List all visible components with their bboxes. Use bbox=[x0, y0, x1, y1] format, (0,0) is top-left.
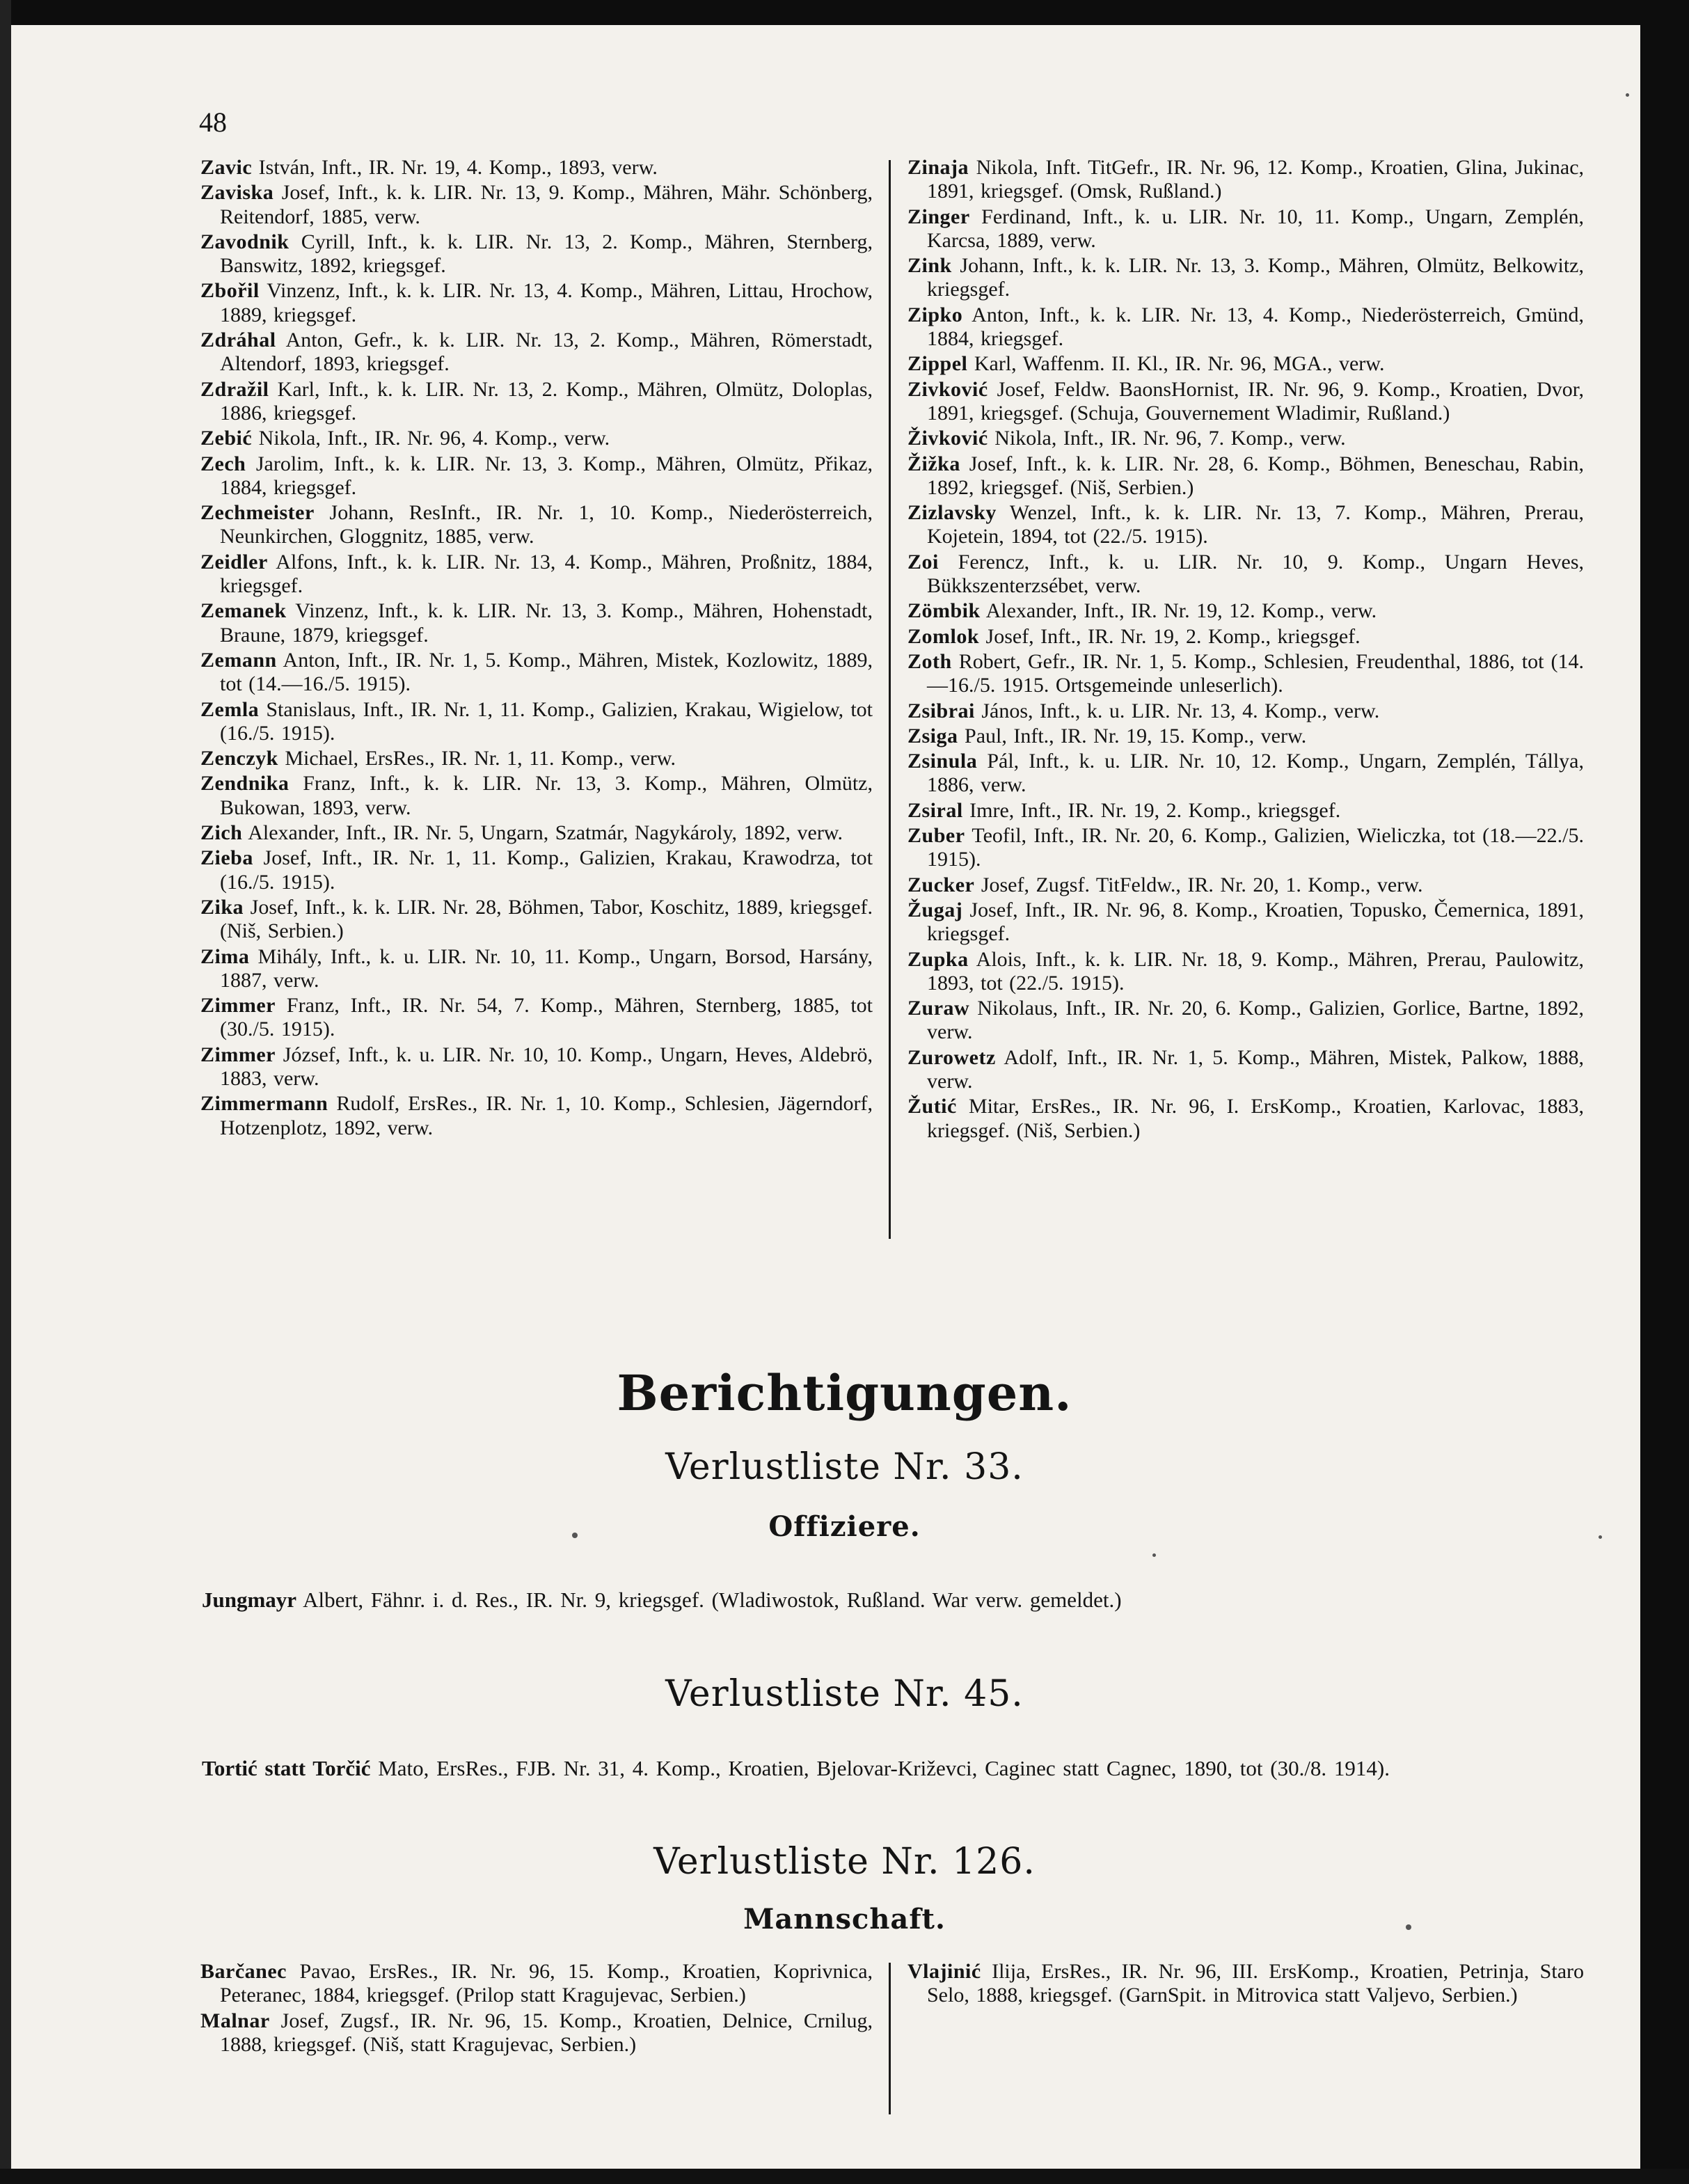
list-item: Zipko Anton, Inft., k. k. LIR. Nr. 13, 4. Komp., Niederösterreich, Gmünd, 1884, kriegsgef. bbox=[907, 303, 1584, 351]
list-item: Zimmer József, Inft., k. u. LIR. Nr. 10, 10. Komp., Ungarn, Heves, Aldebrö, 1883, verw. bbox=[200, 1043, 873, 1090]
column-divider bbox=[889, 160, 891, 1239]
list-item: Malnar Josef, Zugsf., IR. Nr. 96, 15. Komp., Kroatien, Delnice, Crnilug, 1888, kriegsgef. (Niš, statt Kragujevac, Serbien.) bbox=[200, 2009, 873, 2056]
list-item: Zsiral Imre, Inft., IR. Nr. 19, 2. Komp., kriegsgef. bbox=[907, 798, 1341, 822]
list-item: Zimmer Franz, Inft., IR. Nr. 54, 7. Komp., Mähren, Sternberg, 1885, tot (30./5. 1915). bbox=[200, 994, 873, 1041]
section-heading-vl33: Verlustliste Nr. 33. bbox=[665, 1446, 1024, 1488]
list-item: Zinaja Nikola, Inft. TitGefr., IR. Nr. 96, 12. Komp., Kroatien, Glina, Jukinac, 1891, kriegsgef. (Omsk, Rußland.) bbox=[907, 156, 1585, 203]
list-item: Zieba Josef, Inft., IR. Nr. 1, 11. Komp., Galizien, Krakau, Krawodrza, tot (16./5. 1915). bbox=[200, 846, 873, 894]
list-item: Zuraw Nikolaus, Inft., IR. Nr. 20, 6. Komp., Galizien, Gorlice, Bartne, 1892, verw. bbox=[907, 997, 1584, 1044]
scan-border-bottom bbox=[0, 2169, 1689, 2184]
list-item: Zebić Nikola, Inft., IR. Nr. 96, 4. Komp., verw. bbox=[200, 427, 610, 450]
corrections-left-column bbox=[200, 1960, 873, 2058]
speck bbox=[1152, 1553, 1156, 1557]
list-item: Živković Nikola, Inft., IR. Nr. 96, 7. Komp., verw. bbox=[907, 427, 1346, 450]
list-item: Zink Johann, Inft., k. k. LIR. Nr. 13, 3. Komp., Mähren, Olmütz, Belkowitz, kriegsgef. bbox=[907, 254, 1584, 301]
list-item: Zika Josef, Inft., k. k. LIR. Nr. 28, Böhmen, Tabor, Koschitz, 1889, kriegsgef. (Niš, Serbien.) bbox=[200, 895, 873, 943]
list-item: Zdráhal Anton, Gefr., k. k. LIR. Nr. 13, 2. Komp., Mähren, Römerstadt, Altendorf, 1893, kriegsgef. bbox=[200, 329, 873, 376]
list-item: Zivković Josef, Feldw. BaonsHornist, IR. Nr. 96, 9. Komp., Kroatien, Dvor, 1891, kriegsgef. (Schuja, Gouvernement Wladimir, Rußland.) bbox=[907, 377, 1584, 425]
list-item: Zich Alexander, Inft., IR. Nr. 5, Ungarn, Szatmár, Nagykároly, 1892, verw. bbox=[200, 821, 843, 845]
section-heading-vl126: Verlustliste Nr. 126. bbox=[653, 1841, 1036, 1883]
speck bbox=[1406, 1924, 1411, 1930]
section-heading-vl45: Verlustliste Nr. 45. bbox=[665, 1673, 1024, 1715]
list-item: Zizlavsky Wenzel, Inft., k. k. LIR. Nr. 13, 7. Komp., Mähren, Prerau, Kojetein, 1894, tot (22./5. 1915). bbox=[907, 501, 1584, 548]
list-item: Zoi Ferencz, Inft., k. u. LIR. Nr. 10, 9. Komp., Ungarn Heves, Bükkszenterzsébet, verw. bbox=[907, 550, 1585, 598]
speck bbox=[1599, 1535, 1602, 1539]
right-column bbox=[907, 156, 1584, 1144]
list-item: Zsibrai János, Inft., k. u. LIR. Nr. 13, 4. Komp., verw. bbox=[907, 699, 1380, 722]
speck bbox=[1626, 93, 1629, 97]
list-item: Zendnika Franz, Inft., k. k. LIR. Nr. 13, 3. Komp., Mähren, Olmütz, Bukowan, 1893, verw. bbox=[200, 772, 873, 819]
list-item: Zomlok Josef, Inft., IR. Nr. 19, 2. Komp., kriegsgef. bbox=[907, 624, 1361, 648]
list-item: Zechmeister Johann, ResInft., IR. Nr. 1, 10. Komp., Niederösterreich, Neunkirchen, Gloggnitz, 1885, verw. bbox=[200, 501, 873, 548]
list-item: Vlajinić Ilija, ErsRes., IR. Nr. 96, III. ErsKomp., Kroatien, Petrinja, Staro Selo, 1888, kriegsgef. (GarnSpit. in Mitrovica statt Valjevo, Serbien.) bbox=[907, 1960, 1585, 2007]
list-item: Zömbik Alexander, Inft., IR. Nr. 19, 12. Komp., verw. bbox=[907, 599, 1377, 623]
list-item: Zavodnik Cyrill, Inft., k. k. LIR. Nr. 13, 2. Komp., Mähren, Sternberg, Banswitz, 1892, kriegsgef. bbox=[200, 230, 873, 278]
list-item: Zemla Stanislaus, Inft., IR. Nr. 1, 11. Komp., Galizien, Krakau, Wigielow, tot (16./5. 1915). bbox=[200, 697, 873, 745]
list-item: Jungmayr Albert, Fähnr. i. d. Res., IR. Nr. 9, kriegsgef. (Wladiwostok, Rußland. War verw. gemeldet.) bbox=[202, 1588, 1122, 1612]
list-item: Zaviska Josef, Inft., k. k. LIR. Nr. 13, 9. Komp., Mähren, Mähr. Schönberg, Reitendorf, 1885, verw. bbox=[200, 181, 873, 228]
page-number: 48 bbox=[199, 106, 227, 138]
list-item: Žižka Josef, Inft., k. k. LIR. Nr. 28, 6. Komp., Böhmen, Beneschau, Rabin, 1892, kriegsgef. (Niš, Serbien.) bbox=[907, 452, 1585, 499]
list-item: Žutić Mitar, ErsRes., IR. Nr. 96, I. ErsKomp., Kroatien, Karlovac, 1883, kriegsgef. (Niš, Serbien.) bbox=[907, 1095, 1585, 1142]
list-item: Zemann Anton, Inft., IR. Nr. 1, 5. Komp., Mähren, Mistek, Kozlowitz, 1889, tot (14.—16./5. 1915). bbox=[200, 648, 873, 696]
corrections-title: Berichtigungen. bbox=[617, 1364, 1072, 1422]
list-item: Zurowetz Adolf, Inft., IR. Nr. 1, 5. Komp., Mähren, Mistek, Palkow, 1888, verw. bbox=[907, 1045, 1584, 1093]
subheading-offiziere: Offiziere. bbox=[768, 1510, 921, 1543]
subheading-mannschaft: Mannschaft. bbox=[743, 1903, 946, 1936]
list-item: Zima Mihály, Inft., k. u. LIR. Nr. 10, 11. Komp., Ungarn, Borsod, Harsány, 1887, verw. bbox=[200, 944, 873, 992]
scan-border-top bbox=[0, 0, 1689, 25]
column-divider bbox=[889, 1963, 891, 2114]
list-item: Zuber Teofil, Inft., IR. Nr. 20, 6. Komp., Galizien, Wieliczka, tot (18.—22./5. 1915). bbox=[907, 824, 1584, 871]
list-item: Zemanek Vinzenz, Inft., k. k. LIR. Nr. 13, 3. Komp., Mähren, Hohenstadt, Braune, 1879, kriegsgef. bbox=[200, 599, 873, 647]
list-item: Zeidler Alfons, Inft., k. k. LIR. Nr. 13, 4. Komp., Mähren, Proßnitz, 1884, kriegsgef. bbox=[200, 550, 873, 598]
corrections-right-column bbox=[907, 1960, 1584, 2009]
list-item: Žugaj Josef, Inft., IR. Nr. 96, 8. Komp., Kroatien, Topusko, Čemernica, 1891, kriegsgef. bbox=[907, 898, 1584, 946]
list-item: Zsinula Pál, Inft., k. u. LIR. Nr. 10, 12. Komp., Ungarn, Zemplén, Tállya, 1886, verw. bbox=[907, 750, 1585, 797]
list-item: Barčanec Pavao, ErsRes., IR. Nr. 96, 15. Komp., Kroatien, Koprivnica, Peteranec, 1884, kriegsgef. (Prilop statt Kragujevac, Serbien.) bbox=[200, 1960, 873, 2007]
list-item: Zsiga Paul, Inft., IR. Nr. 19, 15. Komp., verw. bbox=[907, 724, 1307, 747]
list-item: Tortić statt Torčić Mato, ErsRes., FJB. Nr. 31, 4. Komp., Kroatien, Bjelovar-Križevci, Caginec statt Cagnec, 1890, tot (30./8. 1914). bbox=[202, 1756, 1390, 1780]
list-item: Zinger Ferdinand, Inft., k. u. LIR. Nr. 10, 11. Komp., Ungarn, Zemplén, Karcsa, 1889, verw. bbox=[907, 205, 1585, 252]
list-item: Zucker Josef, Zugsf. TitFeldw., IR. Nr. 20, 1. Komp., verw. bbox=[907, 873, 1423, 896]
list-item: Zenczyk Michael, ErsRes., IR. Nr. 1, 11. Komp., verw. bbox=[200, 747, 676, 770]
list-item: Zoth Robert, Gefr., IR. Nr. 1, 5. Komp., Schlesien, Freudenthal, 1886, tot (14.—16./5. 1915. Ortsgemeinde unleserlich). bbox=[907, 649, 1584, 697]
list-item: Zupka Alois, Inft., k. k. LIR. Nr. 18, 9. Komp., Mähren, Prerau, Paulowitz, 1893, tot (22./5. 1915). bbox=[907, 947, 1584, 995]
list-item: Zbořil Vinzenz, Inft., k. k. LIR. Nr. 13, 4. Komp., Mähren, Littau, Hrochow, 1889, kriegsgef. bbox=[200, 279, 873, 326]
left-column bbox=[200, 156, 873, 1141]
list-item: Zdražil Karl, Inft., k. k. LIR. Nr. 13, 2. Komp., Mähren, Olmütz, Doloplas, 1886, kriegsgef. bbox=[200, 377, 873, 425]
list-item: Zavic István, Inft., IR. Nr. 19, 4. Komp., 1893, verw. bbox=[200, 156, 658, 179]
list-item: Zippel Karl, Waffenm. II. Kl., IR. Nr. 96, MGA., verw. bbox=[907, 352, 1385, 376]
speck bbox=[572, 1533, 578, 1538]
list-item: Zech Jarolim, Inft., k. k. LIR. Nr. 13, 3. Komp., Mähren, Olmütz, Přikaz, 1884, kriegsgef. bbox=[200, 452, 873, 499]
list-item: Zimmermann Rudolf, ErsRes., IR. Nr. 1, 10. Komp., Schlesien, Jägerndorf, Hotzenplotz, 1892, verw. bbox=[200, 1092, 873, 1139]
